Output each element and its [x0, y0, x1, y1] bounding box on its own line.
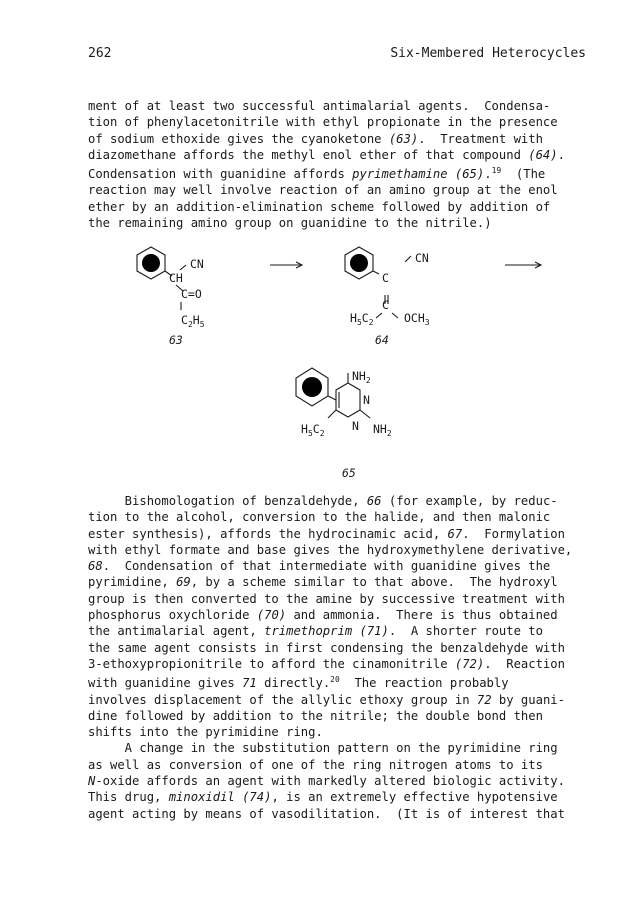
text-line: [88, 806, 594, 822]
text-span: . Formylation: [462, 526, 565, 541]
text-span: (The: [501, 167, 546, 182]
text-span: agent acting by means of vasodilitation. (It is of interest that: [88, 806, 565, 821]
reaction-arrow-1: [270, 262, 302, 268]
text-span: 3-ethoxypropionitrile to afford the cinamonitrile: [88, 656, 455, 671]
nh2-bottom-label: $NH_2$: [373, 422, 392, 438]
italic-span: 72: [476, 692, 492, 707]
compound-label-63: 63: [169, 333, 183, 347]
aromatic-circle: [350, 254, 368, 272]
ethyl-label: $H_5C_2$: [301, 422, 325, 438]
paragraph-main: [88, 493, 594, 822]
text-span: dine followed by addition to the nitrile; the double bond then: [88, 708, 543, 723]
carbon-label: C: [382, 271, 389, 285]
text-span: . Reaction: [484, 656, 565, 671]
text-line: [88, 656, 594, 672]
text-span: ether by an addition-elimination scheme followed by addition of: [88, 199, 551, 214]
italic-span: (63): [388, 131, 419, 146]
text-span: the antimalarial agent,: [88, 624, 265, 639]
text-line: [88, 607, 594, 623]
ch-label: CH: [169, 271, 183, 285]
text-span: and ammonia. There is thus obtained: [286, 608, 558, 623]
cn-label: CN: [190, 257, 204, 271]
italic-span: (64): [528, 147, 558, 162]
text-line: [88, 773, 594, 789]
text-line: [88, 708, 594, 724]
text-line: [88, 623, 594, 639]
text-span: ester synthesis), affords the hydrocinamic acid,: [88, 526, 448, 541]
italic-span: N: [88, 774, 96, 789]
text-line: [88, 542, 594, 558]
text-span: tion to the alcohol, conversion to the halide, and then malonic: [88, 510, 551, 525]
text-span: shifts into the pyrimidine ring.: [88, 725, 323, 740]
text-line: [88, 526, 594, 542]
text-span: reaction may well involve reaction of an amino group at the enol: [88, 183, 558, 198]
text-span: diazomethane affords the methyl enol ether of that compound: [88, 147, 529, 162]
text-span: by guani-: [491, 692, 565, 707]
text-span: This drug,: [88, 790, 169, 805]
carbon-label-2: C: [382, 298, 389, 312]
reaction-arrow-2: [505, 262, 541, 268]
italic-span: (70): [256, 608, 287, 623]
text-span: phosphorus oxychloride: [88, 608, 257, 623]
text-span: with guanidine gives: [88, 676, 243, 691]
text-line: [88, 558, 594, 574]
text-line: [88, 740, 594, 756]
nh2-top-label: $NH_2$: [352, 369, 371, 385]
text-span: (for example, by reduc-: [381, 494, 558, 508]
text-span: -oxide affords an agent with markedly altered biologic activity.: [95, 774, 565, 789]
text-span: pyrimidine,: [88, 575, 177, 590]
compound-65-structure: [296, 368, 392, 480]
compound-label-65: 65: [342, 466, 356, 480]
ethyl-label: $H_5C_2$: [350, 311, 374, 327]
cn-label: CN: [415, 251, 429, 265]
text-span: , is an extremely effective hypotensive: [271, 790, 558, 805]
text-span: Condensation with guanidine affords: [88, 167, 353, 182]
text-span: ment of at least two successful antimalarial agents. Condensa-: [88, 99, 551, 113]
italic-span: (72): [454, 656, 485, 671]
text-line: [88, 591, 594, 607]
pyrimidine-ring: [336, 383, 360, 417]
text-line: [88, 509, 594, 525]
text-span: , by a scheme similar to that above. The hydroxyl: [190, 575, 558, 590]
text-line: [88, 692, 594, 708]
footnote-ref: 19: [491, 166, 502, 176]
aromatic-circle: [142, 254, 160, 272]
italic-span: minoxidil (74): [168, 790, 272, 805]
text-line: [88, 574, 594, 590]
text-span: directly.: [256, 676, 331, 691]
text-span: Bishomologation of benzaldehyde,: [88, 494, 367, 508]
italic-span: 66: [366, 494, 382, 508]
text-span: The reaction probably: [339, 676, 509, 691]
italic-span: 67: [447, 526, 463, 541]
italic-span: 69: [176, 575, 191, 590]
text-line: [88, 672, 594, 691]
text-line: [88, 724, 594, 740]
text-line: [88, 757, 594, 773]
carbonyl-label: C=O: [181, 287, 202, 301]
text-span: .: [557, 147, 565, 162]
text-span: A change in the substitution pattern on the pyrimidine ring: [88, 741, 558, 756]
compound-63-structure: [137, 247, 205, 347]
text-line: [88, 640, 594, 656]
text-span: of sodium ethoxide gives the cyanoketone: [88, 131, 389, 146]
text-span: .: [484, 167, 492, 182]
text-span: with ethyl formate and base gives the hydroxymethylene derivative,: [88, 542, 573, 557]
text-span: the remaining amino group on guanidine to the nitrile.): [88, 216, 492, 231]
italic-span: 68: [88, 559, 103, 574]
ring-nitrogen-2: N: [352, 419, 359, 433]
footnote-ref: 20: [330, 675, 340, 685]
ethyl-c-label: $C_2H_5$: [181, 313, 205, 329]
page-number: 262: [88, 46, 112, 61]
compound-label-64: 64: [375, 333, 389, 347]
italic-span: pyrimethamine (65): [352, 167, 485, 182]
italic-span: 71: [242, 676, 257, 691]
text-span: . Condensation of that intermediate with guanidine gives the: [102, 559, 551, 574]
text-span: the same agent consists in first condensing the benzaldehyde with: [88, 640, 565, 655]
text-line: [88, 789, 594, 805]
text-span: group is then converted to the amine by successive treatment with: [88, 591, 565, 606]
text-span: . A shorter route to: [388, 624, 543, 639]
ring-nitrogen-1: N: [363, 393, 370, 407]
methoxy-label: $OCH_3$: [404, 311, 430, 327]
text-span: . Treatment with: [418, 131, 543, 146]
italic-span: trimethoprim (71): [264, 624, 389, 639]
running-title: Six-Membered Heterocycles: [390, 46, 586, 61]
text-span: as well as conversion of one of the ring nitrogen atoms to its: [88, 757, 543, 772]
text-line: [88, 493, 594, 509]
text-span: involves displacement of the allylic ethoxy group in: [88, 692, 477, 707]
compound-64-structure: [345, 247, 430, 347]
text-span: tion of phenylacetonitrile with ethyl propionate in the presence: [88, 115, 558, 130]
aromatic-circle: [302, 377, 322, 397]
